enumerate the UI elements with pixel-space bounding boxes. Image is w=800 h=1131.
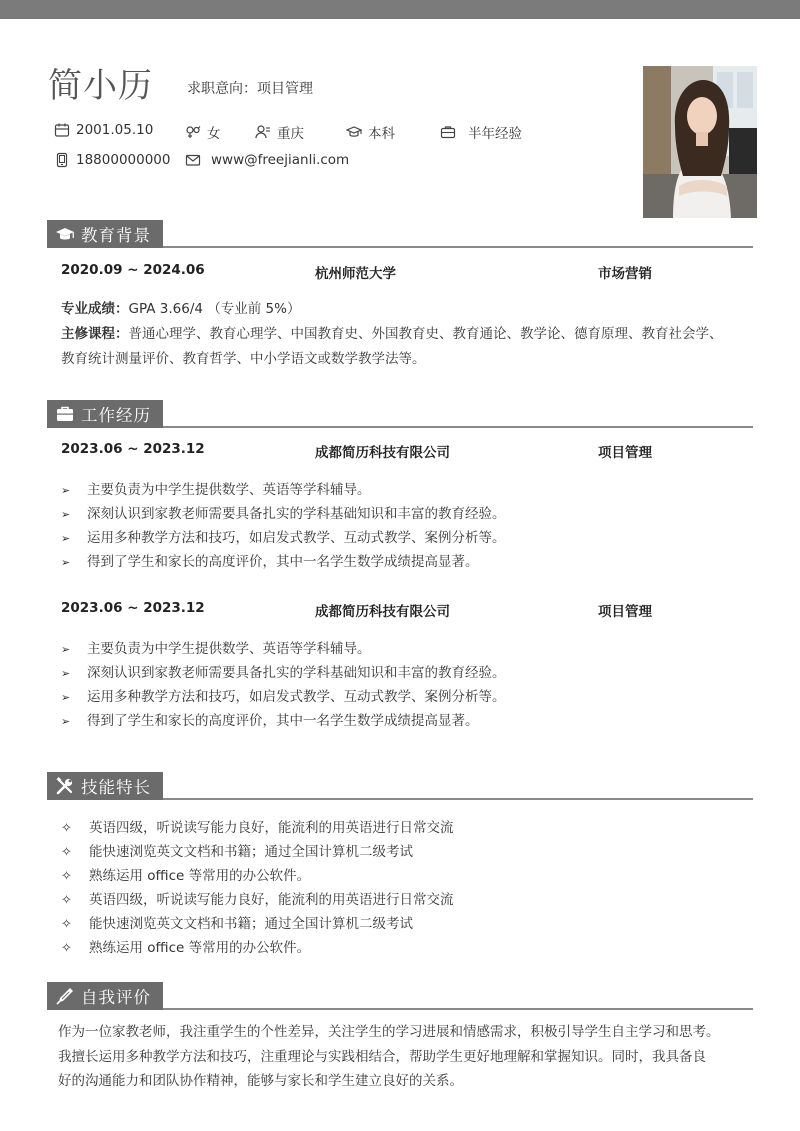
list-item: ➢ 深刻认识到家教老师需要具备扎实的学科基础知识和丰富的教育经验。	[61, 665, 506, 681]
section-divider	[163, 246, 753, 248]
section-education-title: 教育背景	[81, 226, 151, 245]
self-line: 好的沟通能力和团队协作精神，能够与家长和学生建立良好的关系。	[58, 1073, 463, 1089]
list-item: ➢ 运用多种教学方法和技巧，如启发式教学、互动式教学、案例分析等。	[61, 689, 506, 705]
job-2-header	[61, 600, 701, 620]
education-school: 杭州师范大学	[315, 266, 396, 282]
courses-line-1: 普通心理学、教育心理学、中国教育史、外国教育史、教育通论、教学论、德育原理、教育社会学、	[128, 326, 723, 342]
section-work-tab	[47, 400, 163, 428]
mail-icon	[185, 152, 201, 168]
arrow-bullet-icon: ➢	[61, 715, 71, 728]
section-education-header	[47, 220, 753, 248]
phone: 18800000000	[76, 152, 171, 168]
section-skills-header	[47, 772, 753, 800]
list-item: ✧ 能快速浏览英文文档和书籍；通过全国计算机二级考试	[61, 916, 413, 932]
job-1-header	[61, 441, 701, 461]
location: 重庆	[277, 126, 304, 142]
info-row-2	[54, 152, 634, 172]
star-bullet-icon: ✧	[61, 893, 72, 908]
phone-icon	[54, 152, 70, 168]
experience: 半年经验	[468, 126, 522, 142]
list-item: ➢ 深刻认识到家教老师需要具备扎实的学科基础知识和丰富的教育经验。	[61, 506, 506, 522]
section-skills-title: 技能特长	[81, 778, 151, 797]
info-experience	[440, 122, 522, 142]
self-line: 我擅长运用多种教学方法和技巧，注重理论与实践相结合，帮助学生更好地理解和掌握知识。同时，我具备良	[58, 1048, 706, 1065]
gender: 女	[207, 126, 221, 142]
job-period: 2023.06 ~ 2023.12	[61, 600, 205, 616]
list-item: ✧ 熟练运用 office 等常用的办公软件。	[61, 940, 311, 956]
list-item: ➢ 运用多种教学方法和技巧，如启发式教学、互动式教学、案例分析等。	[61, 530, 506, 546]
self-line: 作为一位家教老师，我注重学生的个性差异，关注学生的学习进展和情感需求，积极引导学生自主学习和思考。	[58, 1024, 720, 1040]
gpa-value: GPA 3.66/4 （专业前 5%）	[128, 301, 301, 317]
info-website	[185, 152, 349, 168]
courses-label: 主修课程：	[61, 326, 129, 342]
arrow-bullet-icon: ➢	[61, 508, 71, 521]
section-self-title: 自我评价	[81, 988, 151, 1007]
list-item: ➢ 得到了学生和家长的高度评价，其中一名学生数学成绩提高显著。	[61, 554, 479, 570]
calendar-icon	[54, 122, 70, 138]
info-gender	[185, 122, 221, 142]
star-bullet-icon: ✧	[61, 869, 72, 884]
info-phone	[54, 152, 170, 168]
info-degree	[346, 122, 395, 142]
education-gpa	[61, 297, 300, 317]
education-period: 2020.09 ~ 2024.06	[61, 262, 205, 278]
job-role: 项目管理	[598, 445, 652, 461]
list-item: ➢ 主要负责为中学生提供数学、英语等学科辅导。	[61, 641, 371, 657]
tools-icon	[55, 776, 75, 796]
arrow-bullet-icon: ➢	[61, 532, 71, 545]
job-intent: 求职意向：项目管理	[187, 81, 313, 97]
arrow-bullet-icon: ➢	[61, 643, 71, 656]
briefcase-icon	[440, 124, 456, 140]
section-self-header	[47, 982, 753, 1010]
education-courses	[61, 322, 723, 342]
list-item: ✧ 英语四级，听说读写能力良好，能流利的用英语进行日常交流	[61, 892, 454, 908]
arrow-bullet-icon: ➢	[61, 484, 71, 497]
arrow-bullet-icon: ➢	[61, 556, 71, 569]
star-bullet-icon: ✧	[61, 917, 72, 932]
job-company: 成都简历科技有限公司	[315, 604, 450, 620]
education-entry-header	[61, 262, 701, 282]
degree: 本科	[368, 126, 395, 142]
job-role: 项目管理	[598, 604, 652, 620]
education-major: 市场营销	[598, 266, 652, 282]
arrow-bullet-icon: ➢	[61, 667, 71, 680]
website: www@freejianli.com	[211, 152, 350, 168]
info-birth	[54, 122, 153, 138]
job-period: 2023.06 ~ 2023.12	[61, 441, 205, 457]
star-bullet-icon: ✧	[61, 845, 72, 860]
top-bar	[0, 0, 800, 19]
job-company: 成都简历科技有限公司	[315, 445, 450, 461]
list-item: ✧ 能快速浏览英文文档和书籍；通过全国计算机二级考试	[61, 844, 413, 860]
list-item: ➢ 得到了学生和家长的高度评价，其中一名学生数学成绩提高显著。	[61, 713, 479, 729]
profile-photo	[643, 66, 757, 218]
star-bullet-icon: ✧	[61, 821, 72, 836]
info-row-1	[54, 122, 634, 142]
arrow-bullet-icon: ➢	[61, 691, 71, 704]
graduation-cap-icon	[346, 124, 362, 140]
section-work-header	[47, 400, 753, 428]
list-item: ✧ 英语四级，听说读写能力良好，能流利的用英语进行日常交流	[61, 820, 454, 836]
section-divider	[163, 798, 753, 800]
section-divider	[163, 426, 753, 428]
birth-date: 2001.05.10	[76, 122, 154, 138]
gpa-label: 专业成绩：	[61, 301, 129, 317]
graduation-cap-icon	[55, 224, 75, 244]
pen-icon	[55, 986, 75, 1006]
list-item: ✧ 熟练运用 office 等常用的办公软件。	[61, 868, 311, 884]
section-education-tab	[47, 220, 163, 248]
list-item: ➢ 主要负责为中学生提供数学、英语等学科辅导。	[61, 482, 371, 498]
section-divider	[163, 1008, 753, 1010]
star-bullet-icon: ✧	[61, 941, 72, 956]
section-skills-tab	[47, 772, 163, 800]
user-icon	[255, 124, 271, 140]
self-evaluation-text	[58, 1020, 748, 1094]
section-self-tab	[47, 982, 163, 1010]
education-courses-cont: 教育统计测量评价、教育哲学、中小学语文或数学教学法等。	[61, 351, 426, 367]
gender-icon	[185, 124, 201, 140]
briefcase-icon	[55, 404, 75, 424]
section-work-title: 工作经历	[81, 406, 151, 425]
resume-name: 简小历	[48, 66, 153, 106]
info-location	[255, 122, 304, 142]
